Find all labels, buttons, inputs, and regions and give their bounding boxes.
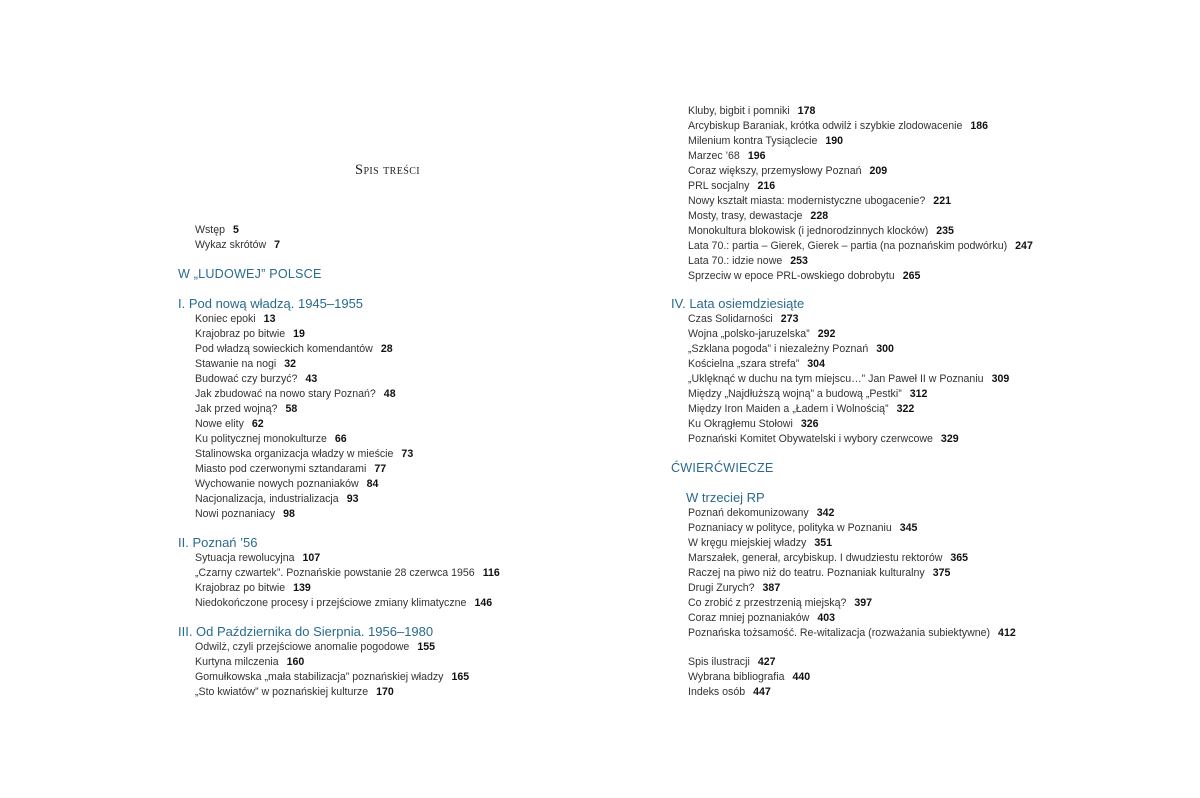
toc-entry-page: 62 — [251, 418, 264, 430]
toc-entry — [688, 179, 775, 194]
toc-entry-label: Stalinowska organizacja władzy w mieście — [195, 448, 394, 460]
toc-entry-label: Co zrobić z przestrzenią miejską? — [688, 597, 847, 609]
toc-entry — [688, 521, 917, 536]
toc-entry-label: „Szklana pogoda” i niezależny Poznań — [688, 343, 869, 355]
toc-entry — [688, 254, 808, 269]
toc-entry — [195, 417, 264, 432]
toc-entry — [688, 194, 951, 209]
toc-entry-label: Budować czy burzyć? — [195, 373, 298, 385]
toc-entry-label: Lata 70.: idzie nowe — [688, 255, 783, 267]
toc-entry-page: 48 — [383, 388, 396, 400]
toc-entry — [688, 312, 798, 327]
toc-entry — [688, 655, 776, 670]
toc-entry-label: Jak przed wojną? — [195, 403, 278, 415]
toc-entry — [195, 357, 296, 372]
toc-entry-page: 98 — [283, 508, 295, 520]
toc-entry-page: 329 — [940, 433, 959, 445]
toc-entry — [688, 342, 894, 357]
toc-entry-label: Kurtyna milczenia — [195, 656, 279, 668]
toc-entry-label: Poznaniacy w polityce, polityka w Poznaniu — [688, 522, 892, 534]
toc-entry — [195, 238, 280, 253]
toc-entry-label: Mosty, trasy, dewastacje — [688, 210, 803, 222]
toc-entry-page: 165 — [451, 671, 470, 683]
toc-entry-page: 19 — [293, 328, 305, 340]
toc-entry — [688, 209, 828, 224]
toc-entry-label: Koniec epoki — [195, 313, 256, 325]
toc-entry-page: 440 — [792, 671, 811, 683]
toc-entry-label: „Czarny czwartek”. Poznańskie powstanie 28 czerwca 1956 — [195, 567, 475, 579]
toc-entry-label: Nowe elity — [195, 418, 244, 430]
toc-entry-label: Wybrana bibliografia — [688, 671, 785, 683]
chapter-heading: W trzeciej RP — [686, 490, 765, 505]
toc-entry-label: „Uklęknąć w duchu na tym miejscu…” Jan Paweł II w Poznaniu — [688, 373, 984, 385]
toc-entry — [688, 224, 954, 239]
toc-entry-page: 228 — [810, 210, 829, 222]
toc-entry-label: Kościelna „szara strefa” — [688, 358, 800, 370]
toc-entry-label: Poznańska tożsamość. Re-witalizacja (rozważania subiektywne) — [688, 627, 991, 639]
toc-entry — [195, 566, 500, 581]
toc-entry-label: Monokultura blokowisk (i jednorodzinnych klocków) — [688, 225, 929, 237]
toc-entry-page: 196 — [747, 150, 766, 162]
toc-entry-page: 155 — [417, 641, 436, 653]
toc-entry-label: Nowi poznaniacy — [195, 508, 276, 520]
toc-entry — [688, 164, 887, 179]
toc-entry-page: 247 — [1015, 240, 1033, 252]
toc-entry — [195, 477, 378, 492]
toc-entry — [688, 506, 834, 521]
right-page — [600, 0, 1200, 798]
toc-entry — [195, 492, 358, 507]
toc-entry-label: Coraz mniej poznaniaków — [688, 612, 810, 624]
toc-entry-page: 84 — [366, 478, 379, 490]
toc-entry-page: 13 — [263, 313, 276, 325]
toc-entry — [688, 670, 810, 685]
toc-entry — [688, 626, 1016, 641]
toc-entry-label: Krajobraz po bitwie — [195, 582, 286, 594]
toc-entry-label: „Sto kwiatów” w poznańskiej kulturze — [195, 686, 369, 698]
toc-entry-label: Poznań dekomunizowany — [688, 507, 809, 519]
toc-entry-page: 66 — [334, 433, 347, 445]
chapter-heading: III. Od Października do Sierpnia. 1956–1980 — [178, 624, 434, 639]
toc-entry-page: 345 — [899, 522, 918, 534]
toc-entry-label: Między „Najdłuższą wojną” a budową „Pestki” — [688, 388, 902, 400]
toc-entry — [195, 342, 393, 357]
toc-entry-page: 253 — [790, 255, 808, 267]
toc-entry — [688, 149, 766, 164]
toc-entry-label: Gomułkowska „mała stabilizacja” poznańskiej władzy — [195, 671, 444, 683]
toc-entry-label: Lata 70.: partia – Gierek, Gierek – partia (na poznańskim podwórku) — [688, 240, 1008, 252]
toc-entry — [195, 312, 275, 327]
toc-entry — [195, 596, 492, 611]
toc-entry-label: Raczej na piwo niż do teatru. Poznaniak kulturalny — [688, 567, 925, 579]
toc-entry-page: 186 — [970, 120, 989, 132]
toc-entry-page: 5 — [233, 224, 239, 236]
toc-entry-page: 178 — [797, 105, 816, 117]
toc-entry-label: PRL socjalny — [688, 180, 750, 192]
toc-entry-page: 342 — [816, 507, 835, 519]
toc-entry — [195, 640, 435, 655]
toc-entry — [688, 357, 825, 372]
toc-entry — [688, 611, 835, 626]
toc-entry-label: Między Iron Maiden a „Ładem i Wolnością” — [688, 403, 889, 415]
toc-entry-page: 73 — [401, 448, 414, 460]
toc-entry-page: 322 — [896, 403, 915, 415]
toc-entry-label: Pod władzą sowieckich komendantów — [195, 343, 373, 355]
toc-entry-label: Nowy kształt miasta: modernistyczne ubogacenie? — [688, 195, 926, 207]
toc-entry — [688, 239, 1033, 254]
toc-entry-label: Krajobraz po bitwie — [195, 328, 286, 340]
toc-entry-page: 351 — [814, 537, 833, 549]
toc-entry-page: 326 — [800, 418, 819, 430]
toc-entry-label: Miasto pod czerwonymi sztandarami — [195, 463, 367, 475]
toc-entry-label: Coraz większy, przemysłowy Poznań — [688, 165, 862, 177]
toc-entry-label: Odwilż, czyli przejściowe anomalie pogodowe — [195, 641, 410, 653]
toc-entry-page: 309 — [991, 373, 1010, 385]
toc-entry-page: 365 — [950, 552, 969, 564]
toc-entry-label: Stawanie na nogi — [195, 358, 277, 370]
toc-entry — [688, 134, 843, 149]
toc-entry-page: 304 — [807, 358, 825, 370]
toc-entry-label: Sytuacja rewolucyjna — [195, 552, 295, 564]
toc-entry — [195, 655, 304, 670]
toc-entry — [195, 387, 396, 402]
toc-entry — [688, 596, 872, 611]
toc-entry — [195, 551, 320, 566]
toc-entry — [195, 462, 386, 477]
toc-entry — [688, 417, 819, 432]
toc-entry-page: 397 — [854, 597, 873, 609]
toc-entry — [195, 507, 295, 522]
toc-entry-page: 32 — [284, 358, 297, 370]
toc-entry-label: Czas Solidarności — [688, 313, 773, 325]
toc-entry-page: 139 — [293, 582, 311, 594]
part-heading: ĆWIERĆWIECZE — [671, 461, 774, 475]
toc-entry — [195, 447, 413, 462]
toc-entry-label: W kręgu miejskiej władzy — [688, 537, 807, 549]
toc-entry-page: 160 — [286, 656, 305, 668]
toc-entry-page: 43 — [305, 373, 318, 385]
toc-entry-label: Indeks osób — [688, 686, 746, 698]
toc-entry-label: Poznański Komitet Obywatelski i wybory czerwcowe — [688, 433, 933, 445]
chapter-heading: IV. Lata osiemdziesiąte — [671, 296, 805, 311]
toc-entry — [195, 581, 311, 596]
toc-entry-page: 7 — [274, 239, 281, 251]
toc-entry — [688, 536, 832, 551]
toc-entry-label: Marzec ’68 — [688, 150, 740, 162]
toc-entry-label: Niedokończone procesy i przejściowe zmiany klimatyczne — [195, 597, 467, 609]
toc-entry — [195, 685, 394, 700]
toc-entry-label: Drugi Zurych? — [688, 582, 755, 594]
toc-entry — [195, 670, 469, 685]
toc-entry — [688, 372, 1009, 387]
page-title: Spis treści — [355, 162, 420, 178]
toc-entry — [195, 402, 297, 417]
toc-entry — [195, 432, 347, 447]
toc-entry-label: Wychowanie nowych poznaniaków — [195, 478, 359, 490]
toc-entry — [688, 327, 835, 342]
toc-entry-label: Jak zbudować na nowo stary Poznań? — [195, 388, 376, 400]
toc-entry-page: 170 — [376, 686, 394, 698]
toc-entry-page: 93 — [346, 493, 359, 505]
chapter-heading: I. Pod nową władzą. 1945–1955 — [178, 296, 364, 311]
toc-entry-page: 209 — [869, 165, 888, 177]
toc-entry-label: Ku Okrągłemu Stołowi — [688, 418, 793, 430]
toc-entry-label: Kluby, bigbit i pomniki — [688, 105, 790, 117]
toc-entry-label: Sprzeciw w epoce PRL-owskiego dobrobytu — [688, 270, 895, 282]
toc-entry-page: 375 — [932, 567, 951, 579]
toc-entry-label: Marszałek, generał, arcybiskup. I dwudziestu rektorów — [688, 552, 943, 564]
toc-entry-label: Milenium kontra Tysiąclecie — [688, 135, 818, 147]
chapter-heading: II. Poznań ’56 — [178, 535, 258, 550]
toc-entry-page: 146 — [474, 597, 493, 609]
toc-entry-page: 221 — [933, 195, 951, 207]
toc-entry-page: 447 — [753, 686, 771, 698]
toc-entry — [195, 223, 239, 238]
toc-entry-label: Arcybiskup Baraniak, krótka odwilż i szybkie zlodowacenie — [688, 120, 963, 132]
toc-entry — [688, 104, 815, 119]
toc-entry-page: 190 — [825, 135, 844, 147]
toc-entry-page: 412 — [998, 627, 1016, 639]
toc-entry — [688, 566, 950, 581]
toc-entry — [688, 685, 771, 700]
toc-entry — [688, 432, 959, 447]
toc-entry-page: 292 — [817, 328, 836, 340]
toc-entry-page: 387 — [762, 582, 781, 594]
toc-entry-label: Wojna „polsko-jaruzelska” — [688, 328, 810, 340]
toc-entry-page: 235 — [936, 225, 954, 237]
toc-entry — [688, 269, 920, 284]
toc-entry-page: 216 — [757, 180, 776, 192]
toc-entry-label: Nacjonalizacja, industrializacja — [195, 493, 339, 505]
toc-entry — [688, 402, 914, 417]
toc-entry-label: Spis ilustracji — [688, 656, 750, 668]
toc-entry-page: 300 — [876, 343, 894, 355]
toc-entry — [688, 387, 927, 402]
toc-entry — [688, 551, 968, 566]
toc-entry — [195, 372, 317, 387]
toc-entry — [195, 327, 305, 342]
toc-entry — [688, 119, 988, 134]
toc-entry-page: 77 — [374, 463, 387, 475]
toc-entry-page: 107 — [302, 552, 321, 564]
toc-entry-page: 265 — [902, 270, 921, 282]
toc-entry-label: Ku politycznej monokulturze — [195, 433, 327, 445]
toc-entry-page: 427 — [757, 656, 776, 668]
toc-entry-page: 58 — [285, 403, 298, 415]
toc-entry-label: Wstęp — [195, 224, 226, 236]
part-heading: W „LUDOWEJ” POLSCE — [178, 267, 322, 281]
toc-entry — [688, 581, 780, 596]
toc-entry-page: 116 — [482, 567, 500, 579]
toc-entry-page: 273 — [780, 313, 799, 325]
toc-entry-page: 312 — [909, 388, 928, 400]
toc-entry-page: 28 — [380, 343, 393, 355]
toc-entry-label: Wykaz skrótów — [195, 239, 267, 251]
toc-entry-page: 403 — [817, 612, 835, 624]
